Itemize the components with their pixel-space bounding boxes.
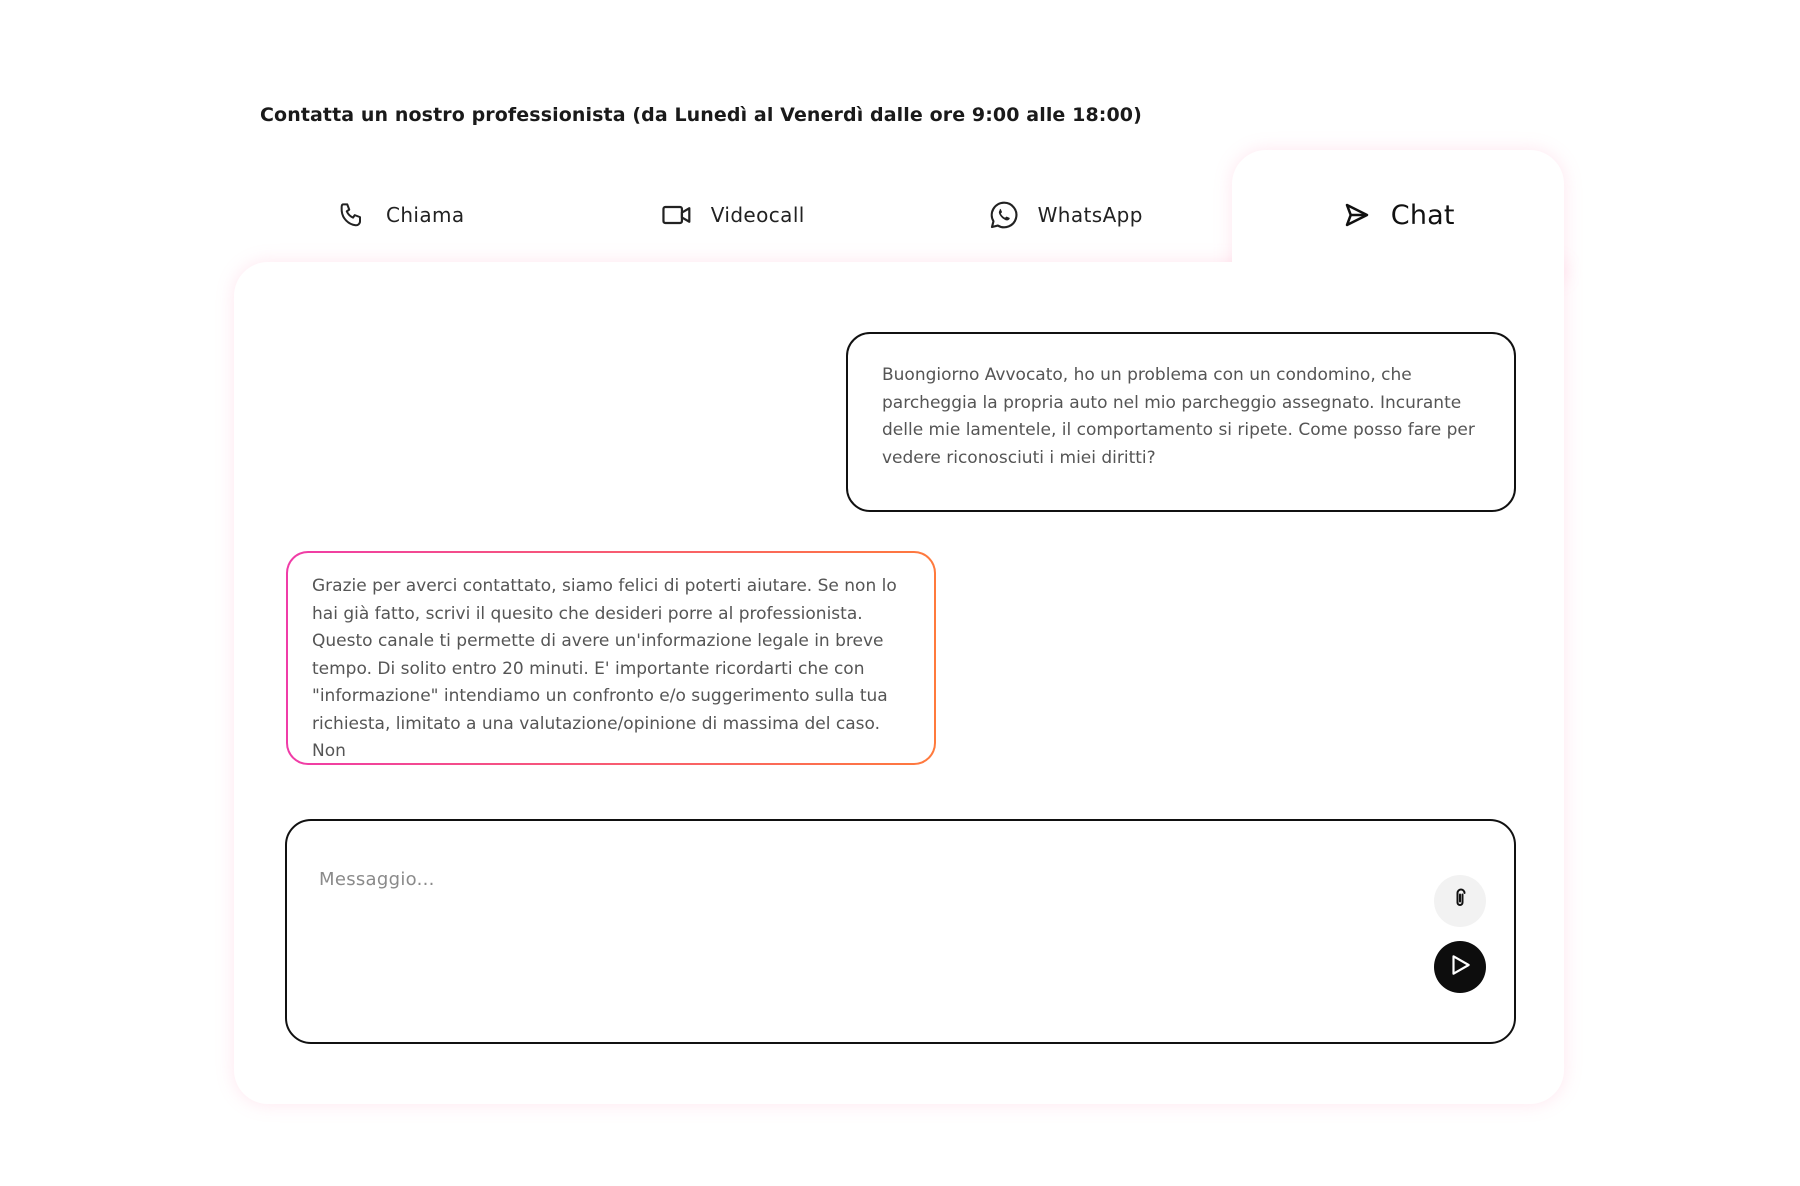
tab-label-whatsapp: WhatsApp bbox=[1037, 203, 1143, 227]
page-title: Contatta un nostro professionista (da Lunedì al Venerdì dalle ore 9:00 alle 18:00) bbox=[260, 104, 1142, 126]
tab-videocall[interactable] bbox=[567, 170, 900, 260]
paperclip-icon bbox=[1448, 887, 1472, 915]
send-arrow-icon bbox=[1447, 952, 1473, 982]
tab-chat[interactable] bbox=[1232, 170, 1565, 260]
message-composer bbox=[285, 819, 1516, 1044]
agent-message bbox=[286, 551, 936, 765]
agent-message-text: Grazie per averci contattato, siamo felici di poterti aiutare. Se non lo hai già fatto, scrivi il quesito che desideri porre al professionista. Questo canale ti permette di avere un'informazione legale in breve tempo. Di solito entro 20 minuti. E' importante ricordarti che con "informazione" intendiamo un confronto e/o suggerimento sulla tua richiesta, limitato a una valutazione/opinione di massima del caso. Non bbox=[288, 553, 934, 763]
tab-label-chiama: Chiama bbox=[385, 203, 465, 227]
send-button[interactable] bbox=[1434, 941, 1486, 993]
phone-icon bbox=[336, 199, 368, 231]
tab-label-videocall: Videocall bbox=[710, 203, 805, 227]
tab-label-chat: Chat bbox=[1390, 199, 1455, 231]
video-camera-icon bbox=[661, 199, 693, 231]
attach-button[interactable] bbox=[1434, 875, 1486, 927]
send-arrow-icon bbox=[1341, 199, 1373, 231]
tab-whatsapp[interactable] bbox=[899, 170, 1232, 260]
message-input[interactable] bbox=[317, 861, 1377, 897]
whatsapp-icon bbox=[988, 199, 1020, 231]
contact-tabs bbox=[234, 170, 1564, 260]
user-message: Buongiorno Avvocato, ho un problema con un condomino, che parcheggia la propria auto nel mio parcheggio assegnato. Incurante delle mie lamentele, il comportamento si ripete. Come posso fare per vedere riconosciuti i miei diritti? bbox=[846, 332, 1516, 512]
tab-chiama[interactable] bbox=[234, 170, 567, 260]
